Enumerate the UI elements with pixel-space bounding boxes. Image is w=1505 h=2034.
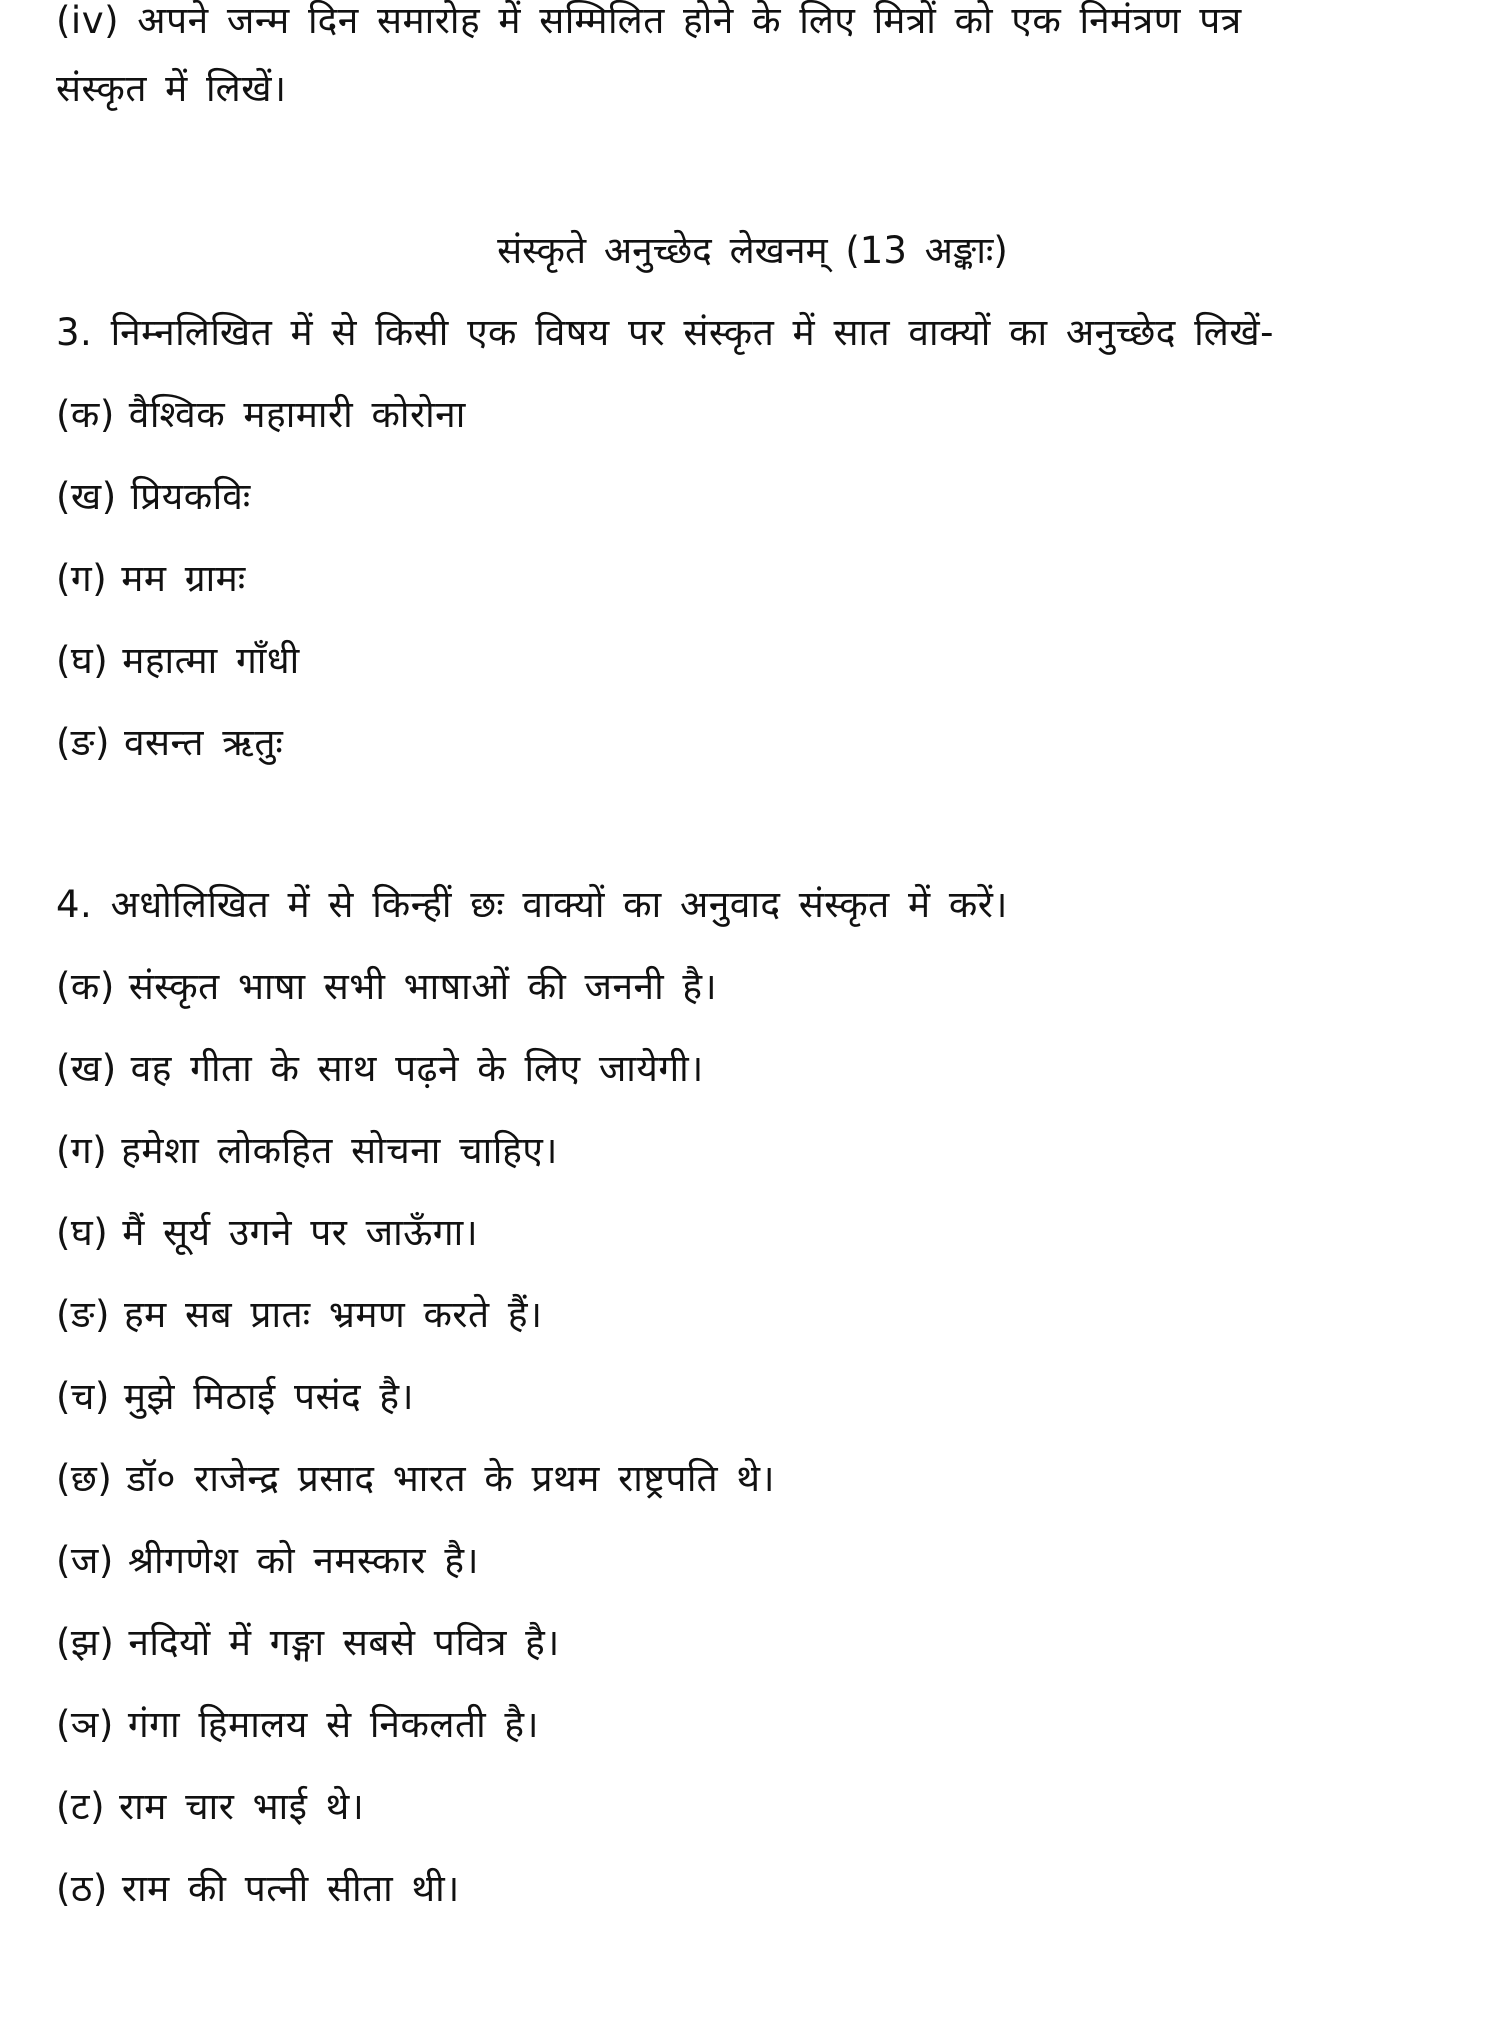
q3-option bbox=[56, 557, 246, 600]
sentence-text: हमेशा लोकहित सोचना चाहिए। bbox=[121, 1129, 558, 1172]
q4-sentence bbox=[56, 1211, 479, 1254]
section-heading: संस्कृते अनुच्छेद लेखनम् (13 अङ्काः) bbox=[497, 229, 1008, 272]
sentence-text: गंगा हिमालय से निकलती है। bbox=[127, 1703, 540, 1746]
sentence-marker: (च) bbox=[56, 1375, 110, 1418]
sentence-marker: (ग) bbox=[56, 1129, 108, 1172]
sentence-text: नदियों में गङ्गा सबसे पवित्र है। bbox=[128, 1621, 560, 1664]
q4-sentence bbox=[56, 1621, 560, 1664]
q4-sentence bbox=[56, 1129, 558, 1172]
q3-option bbox=[56, 639, 300, 682]
q3-option bbox=[56, 475, 251, 518]
sentence-text: राम चार भाई थे। bbox=[119, 1785, 365, 1828]
q3-option bbox=[56, 393, 466, 436]
sentence-text: श्रीगणेश को नमस्कार है। bbox=[127, 1539, 479, 1582]
sentence-marker: (झ) bbox=[56, 1621, 115, 1664]
sentence-marker: (ख) bbox=[56, 1047, 117, 1090]
sentence-marker: (क) bbox=[56, 965, 115, 1008]
option-marker: (घ) bbox=[56, 639, 109, 682]
sentence-marker: (ज) bbox=[56, 1539, 114, 1582]
q4-sentence bbox=[56, 1539, 479, 1582]
option-marker: (ङ) bbox=[56, 721, 110, 764]
sentence-marker: (ट) bbox=[56, 1785, 106, 1828]
sentence-text: मुझे मिठाई पसंद है। bbox=[123, 1375, 415, 1418]
prev-question-line-1: (iv) अपने जन्म दिन समारोह में सम्मिलित होने के लिए मित्रों को एक निमंत्रण पत्र bbox=[56, 0, 1242, 42]
option-text: प्रियकविः bbox=[130, 475, 251, 518]
q4-sentence bbox=[56, 1457, 776, 1500]
sentence-text: मैं सूर्य उगने पर जाऊँगा। bbox=[122, 1211, 479, 1254]
sentence-text: राम की पत्नी सीता थी। bbox=[121, 1867, 460, 1910]
sentence-text: डॉ० राजेन्द्र प्रसाद भारत के प्रथम राष्ट्रपति थे। bbox=[126, 1457, 776, 1500]
sentence-marker: (ङ) bbox=[56, 1293, 110, 1336]
option-text: मम ग्रामः bbox=[121, 557, 246, 600]
option-marker: (ग) bbox=[56, 557, 108, 600]
q4-sentence bbox=[56, 1703, 540, 1746]
sentence-text: संस्कृत भाषा सभी भाषाओं की जननी है। bbox=[128, 965, 718, 1008]
question-3-prompt: 3. निम्नलिखित में से किसी एक विषय पर संस्कृत में सात वाक्यों का अनुच्छेद लिखें- bbox=[56, 311, 1274, 354]
question-4-prompt: 4. अधोलिखित में से किन्हीं छः वाक्यों का अनुवाद संस्कृत में करें। bbox=[56, 883, 1008, 926]
sentence-marker: (ठ) bbox=[56, 1867, 108, 1910]
sentence-marker: (घ) bbox=[56, 1211, 109, 1254]
q4-sentence bbox=[56, 1785, 365, 1828]
option-marker: (ख) bbox=[56, 475, 117, 518]
prev-question-line-2: संस्कृत में लिखें। bbox=[56, 67, 287, 110]
sentence-text: हम सब प्रातः भ्रमण करते हैं। bbox=[123, 1293, 543, 1336]
q4-sentence bbox=[56, 965, 718, 1008]
option-text: वैश्विक महामारी कोरोना bbox=[128, 393, 466, 436]
option-text: वसन्त ऋतुः bbox=[123, 721, 284, 764]
option-text: महात्मा गाँधी bbox=[122, 639, 300, 682]
sentence-marker: (छ) bbox=[56, 1457, 113, 1500]
q4-sentence bbox=[56, 1375, 415, 1418]
q4-sentence bbox=[56, 1867, 460, 1910]
q4-sentence bbox=[56, 1047, 704, 1090]
q4-sentence bbox=[56, 1293, 543, 1336]
sentence-text: वह गीता के साथ पढ़ने के लिए जायेगी। bbox=[130, 1047, 704, 1090]
q3-option bbox=[56, 721, 284, 764]
option-marker: (क) bbox=[56, 393, 115, 436]
sentence-marker: (ञ) bbox=[56, 1703, 114, 1746]
